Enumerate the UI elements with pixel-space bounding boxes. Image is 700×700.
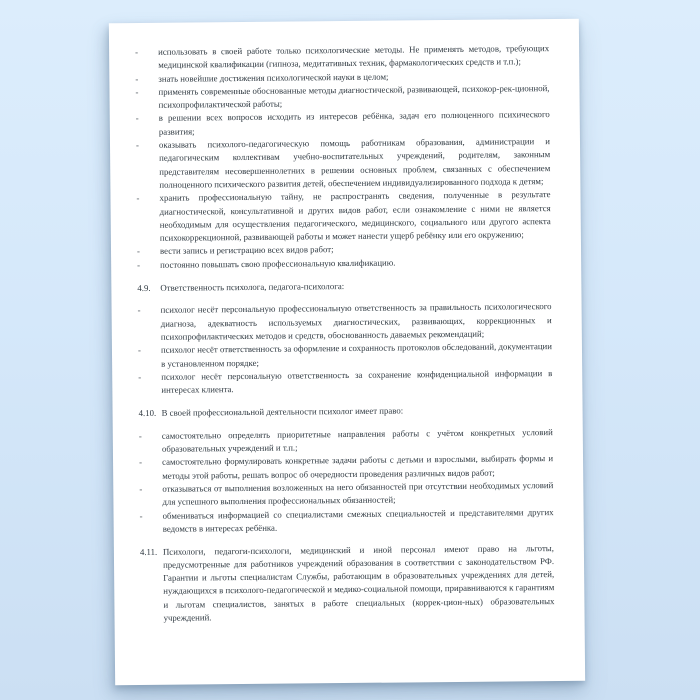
bullet-marker: - <box>135 113 139 124</box>
list-item-text: постоянно повышать свою профессиональную квалификацию. <box>160 257 396 270</box>
bullet-marker: - <box>137 259 141 270</box>
list-item <box>138 367 552 398</box>
section-number: 4.9. <box>137 282 151 293</box>
document-page <box>109 19 585 685</box>
bullet-marker: - <box>137 345 141 356</box>
list-item <box>136 188 550 245</box>
list-item <box>135 82 549 113</box>
list-item <box>139 426 553 457</box>
section-heading-text: Ответственность психолога, педагога-психолога: <box>160 280 345 293</box>
bullet-marker: - <box>138 430 142 441</box>
list-item-text: самостоятельно формулировать конкретные задачи работы с детьми и взрослыми, выбирать формы и методы этой работы, решать вопрос об очередности проведения различных видов работ; <box>162 453 554 481</box>
list-item <box>139 452 553 483</box>
bullet-marker: - <box>135 86 139 97</box>
list-item <box>136 109 550 140</box>
bullet-marker: - <box>136 246 141 257</box>
list-item-text: в решении всех вопросов исходить из интересов ребёнка, задач его полноценного психического развития; <box>158 109 550 137</box>
bullet-marker: - <box>135 73 139 84</box>
document-content <box>109 19 585 626</box>
bullet-marker: - <box>136 193 140 204</box>
list-item <box>138 340 552 371</box>
list-item-text: обмениваться информацией со специалистами смежных специальностей и представителями других ведомств в интересах ребёнка. <box>162 506 554 534</box>
list-item-text: оказывать психолого-педагогическую помощь работникам образования, администрации и педагогическим коллективам учебно-воспитательных учреждений, родителям, законным представителям несовершеннолетних в решении основных проблем, связанных с обеспечением полноценного психического развития детей, обеспечением индивидуализированного подхода к детям; <box>158 136 551 190</box>
section-heading-text: В своей профессиональной деятельности психолог имеет право: <box>161 405 404 418</box>
bullet-marker: - <box>139 457 143 468</box>
list-item-text: психолог несёт ответственность за оформление и сохранность протоколов обследований, документации в установленном порядке; <box>160 341 553 369</box>
list-item-text: психолог несёт персональную ответственность за сохранение конфиденциальной информации в интересах клиента. <box>161 367 553 395</box>
list-item <box>136 135 550 192</box>
list-item-text: отказываться от выполнения возложенных на него обязанностей при отсутствии необходимых условий для успешного выполнения профессиональных обязанностей; <box>162 479 554 507</box>
list-item-text: знать новейшие достижения психологической науки в целом; <box>158 71 389 84</box>
list-item <box>140 506 554 537</box>
section-number: 4.11. <box>139 546 158 557</box>
list-item-text: самостоятельно определять приоритетные направления работы с учётом конкретных условий образовательных учреждений и т.п.; <box>161 426 553 454</box>
bullet-marker: - <box>139 483 143 494</box>
list-item <box>137 255 551 272</box>
list-item <box>139 479 553 510</box>
list-item <box>138 300 552 344</box>
bullet-marker: - <box>139 510 143 521</box>
list-item-text: применять современные обоснованные методы диагностической, развивающей, психокор-рек-ционной, психопрофилактической работы; <box>158 82 550 110</box>
section-paragraph-text: Психологи, педагоги-психологи, медицинский и иной персонал имеют право на льготы, предусмотренные для работников учреждений образования в соответствии с законодательством РФ. Гарантии и льготы специалистам Службы, работающим в образовательных учреждениях для детей, нуждающихся в психолого-педагогической и медико-социальной помощи, приравниваются к гарантиям и льготам специалистов, занятых в работе специальных (коррек-цион-ных) образовательных учреждений. <box>162 542 555 623</box>
section-heading-4-9 <box>137 278 551 295</box>
bullet-marker: - <box>135 140 139 151</box>
bullet-marker: - <box>138 371 142 382</box>
bullet-marker: - <box>135 46 139 58</box>
list-item-text: вести запись и регистрацию всех видов работ; <box>159 244 334 257</box>
list-item-text: хранить профессиональную тайну, не распространять сведения, полученные в результате диагностической, консультативной и других видов работ, если ознакомление с ними не является необходимым для осуществления педагогического, медицинского, социального или другого аспекта психокоррекционной, развивающей работы и может нанести ущерб ребёнку или его окружению; <box>159 189 551 243</box>
section-number: 4.10. <box>138 407 157 418</box>
list-item-text: психолог несёт персональную профессиональную ответственность за правильность психологического диагноза, адекватность используемых диагностических, развивающих, коррекционных и психопрофилактических методов и средств, обоснованность даваемых рекомендаций; <box>160 301 552 342</box>
bullet-marker: - <box>137 305 141 316</box>
section-heading-4-10 <box>139 403 553 420</box>
list-item-text: использовать в своей работе только психологические методы. Не применять методов, требующих медицинской квалификации (гипноза, медитативных техник, фармакологических средств и т.п.); <box>158 43 550 71</box>
list-item <box>135 42 549 73</box>
section-paragraph-4-11 <box>140 542 555 626</box>
